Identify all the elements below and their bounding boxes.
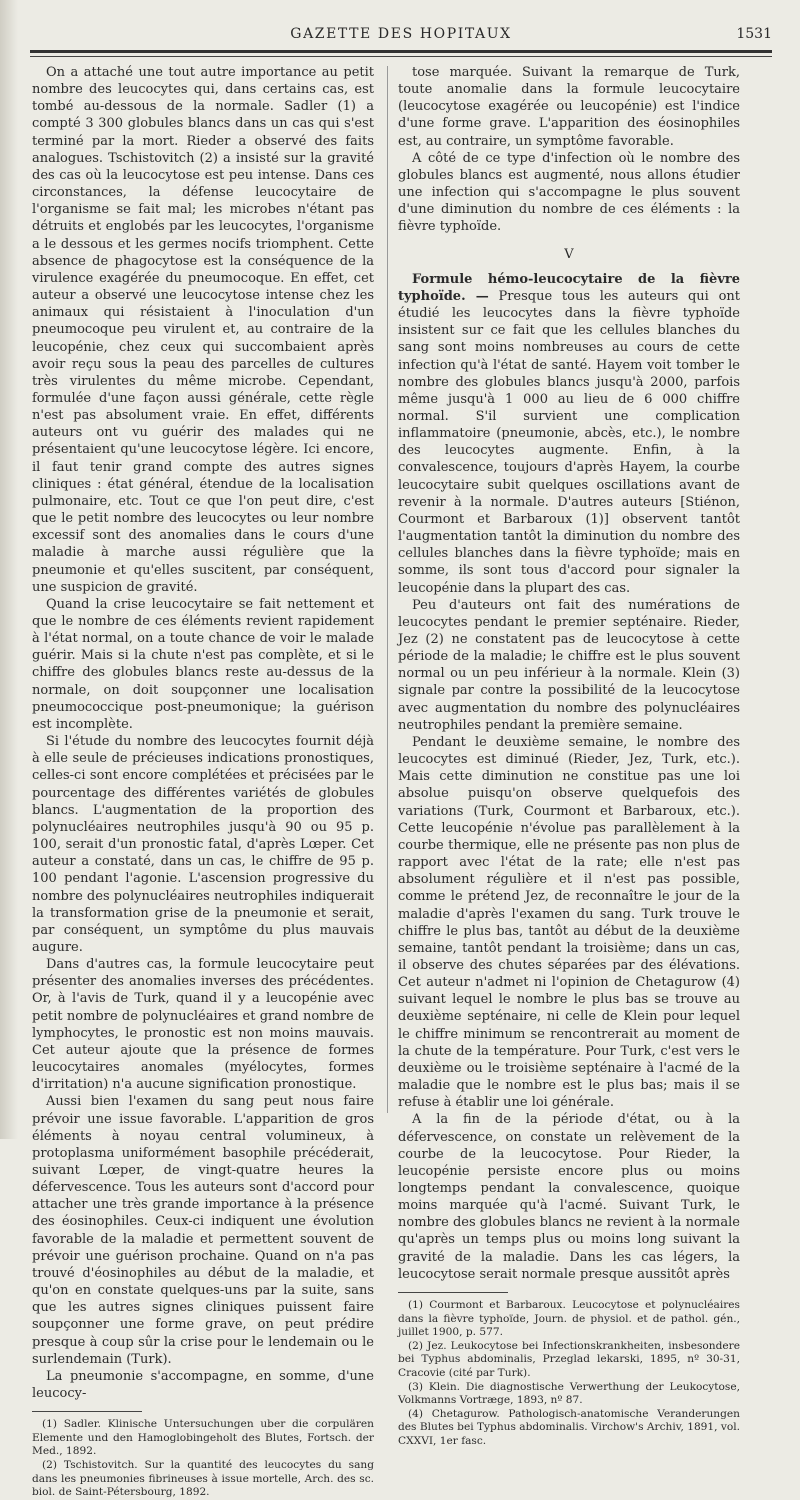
footnote: (1) Sadler. Klinische Untersuchungen uber die corpulären Elemente und den Hamoglobingeholt des Blutes, Fortsch. der Med., 1892. (32, 1418, 374, 1458)
page-edge-shadow (0, 0, 18, 1139)
footnote: (2) Tschistovitch. Sur la quantité des leucocytes du sang dans les pneumonies fibrineuses à issue mortelle, Arch. des sc. biol. de Saint-Pétersbourg, 1892. (32, 1458, 374, 1499)
footnote-rule (398, 1292, 508, 1293)
header-rule-thin (30, 56, 772, 57)
footnote: (3) Klein. Die diagnostische Verwerthung der Leukocytose, Volkmanns Vortræge, 1893, nº 87. (398, 1380, 740, 1407)
paragraph: A la fin de la période d'état, ou à la défervescence, on constate un relèvement de la courbe de la leucocytose. Pour Rieder, la leucopénie persiste encore plus ou moins longtemps pendant la convalescence, quoique moins marquée qu'à l'acmé. Suivant Turk, le nombre des globules blancs ne revient à la normale qu'après un temps plus ou moins long suivant la gravité de la maladie. Dans les cas légers, la leucocytose serait normale presque aussitôt après (398, 1112, 740, 1282)
journal-title: GAZETTE DES HOPITAUX (290, 26, 512, 42)
section-number: V (564, 246, 574, 262)
header-rule-thick (30, 50, 772, 53)
paragraph: Dans d'autres cas, la formule leucocytaire peut présenter des anomalies inverses des précédentes. Or, à l'avis de Turk, quand il y a leucopénie avec petit nombre de polynucléaires et grand nombre de lymphocytes, le pronostic est non moins mauvais. Cet auteur ajoute que la présence de formes leucocytaires anomales (myélocytes, formes d'irritation) n'a aucune signification pronostique. (32, 957, 374, 1093)
subsection-text: Presque tous les auteurs qui ont étudié les leucocytes dans la fièvre typhoïde insistent sur ce fait que les cellules blanches du sang sont moins nombreuses au cours de cette infection qu'à l'état de santé. Hayem voit tomber le nombre des globules blancs jusqu'à 2000, parfois même jusqu'à 1 000 au lieu de 6 000 chiffre normal. S'il survient une complication inflammatoire (pneumonie, abcès, etc.), le nombre des leucocytes augmente. Enfin, à la convalescence, toujours d'après Hayem, la courbe leucocytaire subit quelques oscillations avant de revenir à la normale. D'autres auteurs [Stiénon, Courmont et Barbaroux (1)] observent tantôt l'augmentation tantôt la diminution du nombre des cellules blanches dans la fièvre typhoïde; mais en somme, ils sont tous d'accord pour signaler la leucopénie dans la plupart des cas. (398, 288, 740, 596)
footnote: (1) Courmont et Barbaroux. Leucocytose et polynucléaires dans la fièvre typhoïde, Journ. de physiol. et de pathol. gén., juillet 1900, p. 577. (398, 1298, 740, 1339)
paragraph: Peu d'auteurs ont fait des numérations de leucocytes pendant le premier septénaire. Rieder, Jez (2) ne constatent pas de leucocytose à cette période de la maladie; le chiffre est le plus souvent normal ou un peu inférieur à la normale. Klein (3) signale par contre la possibilité de la leucocytose avec augmentation du nombre des polynucléaires neutrophiles pendant la première semaine. (398, 597, 740, 733)
subsection-paragraph (398, 271, 740, 597)
paragraph: A côté de ce type d'infection où le nombre des globules blancs est augmenté, nous allons étudier une infection qui s'accompagne le plus souvent d'une diminution du nombre de ces éléments : la fièvre typhoïde. (398, 150, 740, 235)
right-column (398, 64, 740, 1448)
footnote-rule (32, 1411, 142, 1412)
paragraph: On a attaché une tout autre importance au petit nombre des leucocytes qui, dans certains cas, est tombé au-dessous de la normale. Sadler (1) a compté 3 300 globules blancs dans un cas qui s'est terminé par la mort. Rieder a observé des faits analogues. Tschistovitch (2) a insisté sur la gravité des cas où la leucocytose est peu intense. Dans ces circonstances, la défense leucocytaire de l'organisme se fait mal; les microbes n'étant pas détruits et englobés par les leucocytes, l'organisme a le dessous et les germes nocifs triomphent. Cette absence de phagocytose est la conséquence de la virulence exagérée du pneumocoque. En effet, cet auteur a observé une leucocytose intense chez les animaux qui résistaient à l'inoculation d'un pneumocoque peu virulent et, au contraire de la leucopénie, chez ceux qui succombaient après avoir reçu sous la peau des parcelles de cultures très virulentes du même microbe. Cependant, formulée d'une façon aussi générale, cette règle n'est pas absolument vraie. En effet, différents auteurs ont vu guérir des malades qui ne présentaient qu'une leucocytose légère. Ici encore, il faut tenir grand compte des autres signes cliniques : état général, étendue de la localisation pulmonaire, etc. Tout ce que l'on peut dire, c'est que le petit nombre des leucocytes ou leur nombre excessif sont des anomalies dans le cours d'une maladie à marche aussi régulière que la pneumonie et qu'elles suscitent, par conséquent, une suspicion de gravité. (32, 65, 374, 595)
left-column (32, 64, 374, 1500)
page-number: 1531 (736, 26, 772, 42)
paragraph: Pendant le deuxième semaine, le nombre des leucocytes est diminué (Rieder, Jez, Turk, etc.). Mais cette diminution ne constitue pas une loi absolue puisqu'on observe quelquefois des variations (Turk, Courmont et Barbaroux, etc.). Cette leucopénie n'évolue pas parallèlement à la courbe thermique, elle ne présente pas non plus de rapport avec l'état de la rate; elle n'est pas absolument régulière et il n'est pas possible, comme le prétend Jez, de reconnaître le jour de la maladie d'après l'examen du sang. Turk trouve le chiffre le plus bas, tantôt au début de la deuxième semaine, tantôt pendant la troisième; dans un cas, il observe des chutes séparées par des élévations. Cet auteur n'admet ni l'opinion de Chetagurow (4) suivant lequel le nombre le plus bas se trouve au deuxième septénaire, ni celle de Klein pour lequel le chiffre minimum se rencontrerait au moment de la chute de la température. Pour Turk, c'est vers le deuxième ou le troisième septénaire à l'acmé de la maladie que le nombre est le plus bas; mais il se refuse à établir une loi générale. (398, 734, 740, 1111)
paragraph: Quand la crise leucocytaire se fait nettement et que le nombre de ces éléments revient rapidement à l'état normal, on a toute chance de voir le malade guérir. Mais si la chute n'est pas complète, et si le chiffre des globules blancs reste au-dessus de la normale, on doit soupçonner une localisation pneumococcique post-pneumonique; la guérison est incomplète. (32, 596, 374, 732)
column-divider (387, 66, 388, 1113)
running-header (30, 26, 772, 48)
footnote: (4) Chetagurow. Pathologisch-anatomische Veranderungen des Blutes bei Typhus abdominalis. Virchow's Archiv, 1891, vol. CXXVI, 1er fasc. (398, 1407, 741, 1447)
subsection-heading: Formule hémo-leucocytaire de la fièvre typhoïde. — (398, 271, 740, 304)
paragraph: Si l'étude du nombre des leucocytes fournit déjà à elle seule de précieuses indications pronostiques, celles-ci sont encore complétées et précisées par le pourcentage des différentes variétés de globules blancs. L'augmentation de la proportion des polynucléaires neutrophiles jusqu'à 90 ou 95 p. 100, serait d'un pronostic fatal, d'après Lœper. Cet auteur a constaté, dans un cas, le chiffre de 95 p. 100 pendant l'agonie. L'ascension progressive du nombre des polynucléaires neutrophiles indiquerait la transformation grise de la pneumonie et serait, par conséquent, un symptôme du plus mauvais augure. (32, 734, 374, 955)
paragraph: Aussi bien l'examen du sang peut nous faire prévoir une issue favorable. L'apparition de gros éléments à noyau central volumineux, à protoplasma uniformément basophile précéderait, suivant Lœper, de vingt-quatre heures la défervescence. Tous les auteurs sont d'accord pour attacher une très grande importance à la présence des éosinophiles. Ceux-ci indiquent une évolution favorable de la maladie et permettent souvent de prévoir une guérison prochaine. Quand on n'a pas trouvé d'éosinophiles au début de la maladie, et qu'on en constate quelques-uns par la suite, sans que les autres signes cliniques puissent faire soupçonner une forme grave, on peut prédire presque à coup sûr la crise pour le lendemain ou le surlendemain (Turk). (32, 1094, 374, 1367)
footnotes-right (398, 1299, 740, 1449)
paragraph: tose marquée. Suivant la remarque de Turk, toute anomalie dans la formule leucocytaire (leucocytose exagérée ou leucopénie) est l'indice d'une forme grave. L'apparition des éosinophiles est, au contraire, un symptôme favorable. (398, 65, 740, 149)
footnotes-left (32, 1418, 374, 1500)
footnote: (2) Jez. Leukocytose bei Infectionskrankheiten, insbesondere bei Typhus abdominalis, Przeglad lekarski, 1895, nº 30-31, Cracovie (cité par Turk). (398, 1339, 740, 1379)
paragraph: La pneumonie s'accompagne, en somme, d'une leucocy- (32, 1368, 374, 1402)
